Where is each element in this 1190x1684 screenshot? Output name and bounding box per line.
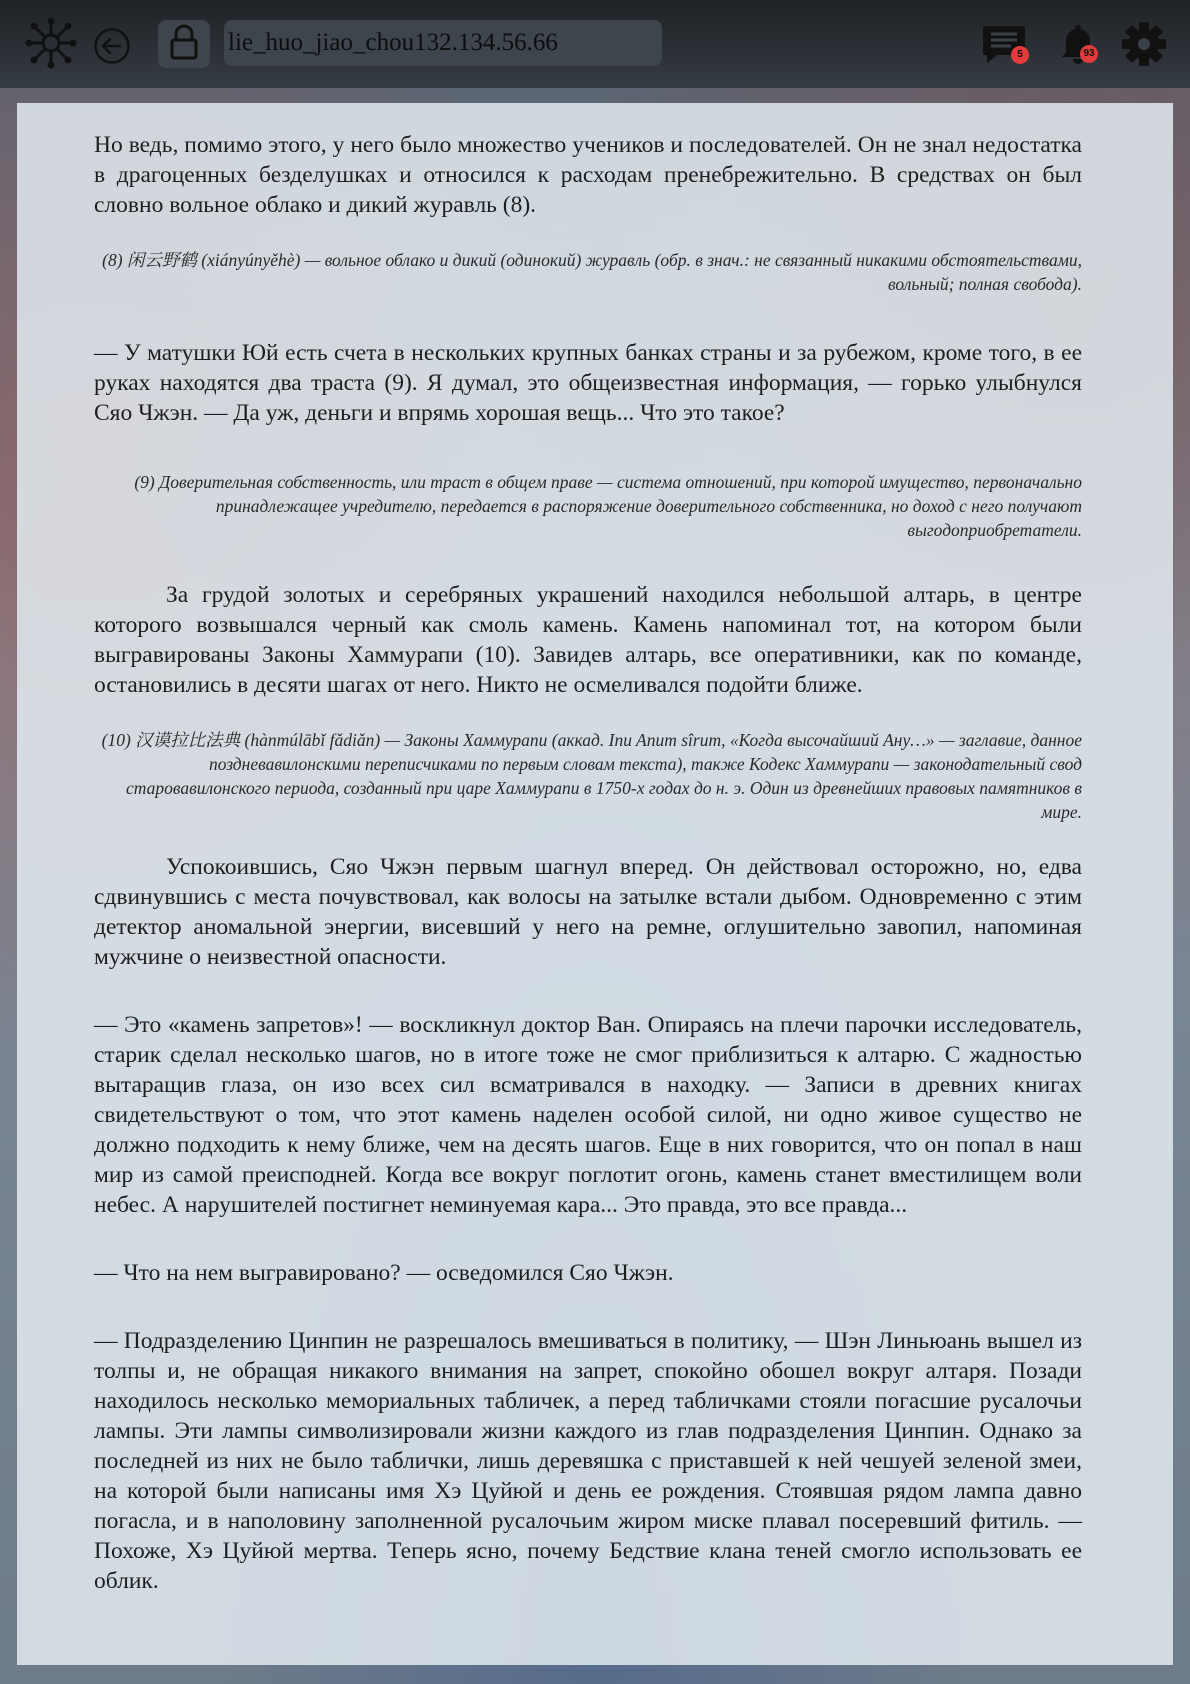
paragraph: Успокоившись, Сяо Чжэн первым шагнул вперед. Он действовал осторожно, но, едва сдвинувшись с места почувствовал, как волосы на затылке встали дыбом. Одновременно с этим детектор аномальной энергии, висевший у него на ремне, оглушительно завопил, напоминая мужчине о неизвестной опасности. bbox=[94, 854, 1082, 970]
lock-button[interactable] bbox=[158, 20, 210, 68]
footnote: (10) 汉谟拉比法典 (hànmúlābǐ fǎdiǎn) — Законы Хаммурапи (аккад. Inu Anum sîrum, «Когда высочайший Ану…» — заглавие, данное поздневавилонскими переписчиками по первым словам текста), также Кодекс Хаммурапи — законодательный свод старовавилонского периода, созданный при царе Хаммурапи в 1750-х годах до н. э. Один из древнейших правовых памятников в мире. bbox=[101, 730, 1082, 822]
top-bar bbox=[0, 0, 1190, 88]
footnote: (8) 闲云野鹤 (xiányúnyěhè) — вольное облако и дикий (одинокий) журавль (обр. в знач.: не связанный никакими обстоятельствами, вольный; полная свобода). bbox=[102, 250, 1082, 294]
paragraph: — Что на нем выгравировано? — осведомился Сяо Чжэн. bbox=[94, 1260, 674, 1286]
address-field[interactable]: lie_huo_jiao_chou132.134.56.66 bbox=[224, 20, 662, 66]
gear-icon[interactable] bbox=[1120, 20, 1168, 68]
back-arrow-icon[interactable] bbox=[92, 26, 132, 66]
document-content bbox=[94, 130, 1082, 1596]
paragraph: — Это «камень запретов»! — воскликнул доктор Ван. Опираясь на плечи парочки исследователь, старик сделал несколько шагов, но в итоге тоже не смог приблизиться к алтарю. С жадностью вытаращив глаза, он изо всех сил всматривался в находку. — Записи в древних книгах свидетельствуют о том, что этот камень наделен особой силой, ни одно живое существо не должно подходить к нему ближе, чем на десять шагов. Еще в них говорится, что он попал в наш мир из самой преисподней. Когда все вокруг поглотит огонь, камень станет вместилищем воли небес. А нарушителей постигнет неминуемая кара... Это правда, это все правда... bbox=[94, 1012, 1082, 1218]
lock-icon bbox=[168, 24, 200, 65]
footnote: (9) Доверительная собственность, или траст в общем праве — система отношений, при которой имущество, первоначально принадлежащее учредителю, передается в распоряжение доверительного собственника, но доход с него получают выгодоприобретатели. bbox=[134, 472, 1082, 540]
network-hub-icon[interactable] bbox=[22, 14, 80, 72]
paragraph: — Подразделению Цинпин не разрешалось вмешиваться в политику, — Шэн Линьюань вышел из толпы и, не обращая никакого внимания на запрет, спокойно обошел вокруг алтаря. Позади находилось несколько мемориальных табличек, а перед табличками стояли погасшие русалочьи лампы. Эти лампы символизировали жизни каждого из глав подразделения Цинпин. Однако за последней из них не было таблички, лишь деревяшка с приставшей к ней чешуей зеленой змеи, на которой были написаны имя Хэ Цуйюй и день ее рождения. Стоявшая рядом лампа давно погасла, и в наполовину заполненной русалочьим жиром миске плавал посеревший фитиль. — Похоже, Хэ Цуйюй мертва. Теперь ясно, почему Бедствие клана теней смогло использовать ее облик. bbox=[94, 1328, 1082, 1594]
messages-badge: 5 bbox=[1011, 46, 1029, 64]
paragraph: — У матушки Юй есть счета в нескольких крупных банках страны и за рубежом, кроме того, в ее руках находятся два траста (9). Я думал, это общеизвестная информация, — горько улыбнулся Сяо Чжэн. — Да уж, деньги и впрямь хорошая вещь... Что это такое? bbox=[94, 340, 1082, 426]
paragraph: За грудой золотых и серебряных украшений находился небольшой алтарь, в центре которого возвышался черный как смоль камень. Камень напоминал тот, на котором были выгравированы Законы Хаммурапи (10). Завидев алтарь, все оперативники, как по команде, остановились в десяти шагах от него. Никто не осмеливался подойти ближе. bbox=[94, 582, 1082, 698]
paragraph: Но ведь, помимо этого, у него было множество учеников и последователей. Он не знал недостатка в драгоценных безделушках и относился к расходам пренебрежительно. В средствах он был словно вольное облако и дикий журавль (8). bbox=[94, 132, 1082, 218]
notifications-badge: 93 bbox=[1080, 45, 1098, 63]
